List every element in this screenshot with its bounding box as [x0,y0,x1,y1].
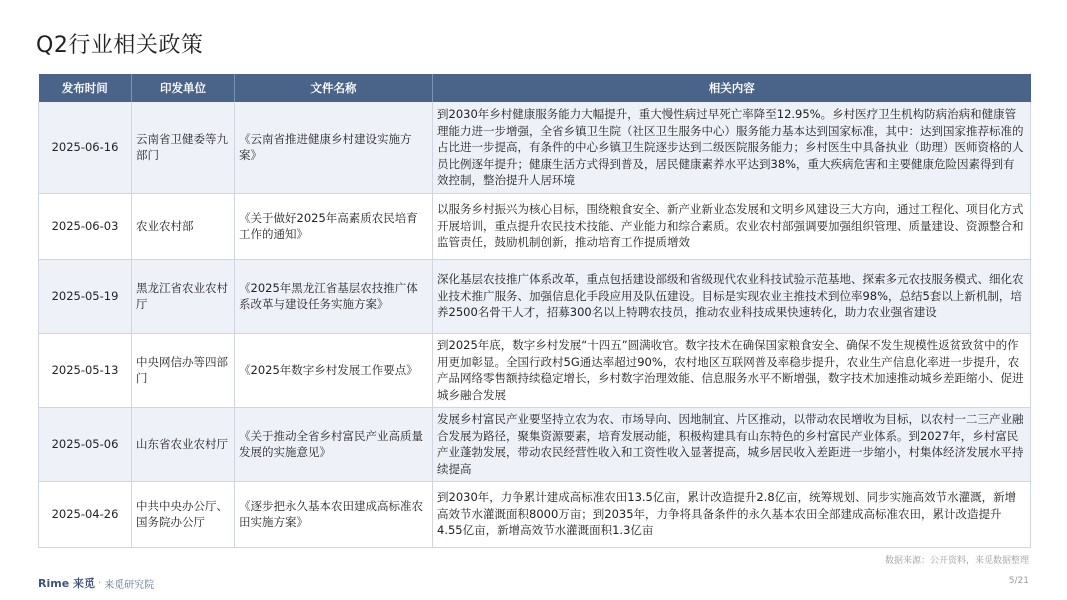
cell-document: 《关于做好2025年高素质农民培育工作的通知》 [235,193,433,259]
table-row [39,333,1031,407]
cell-issuer: 农业农村部 [132,193,235,259]
cell-issuer: 山东省农业农村厅 [132,407,235,481]
header-issuer: 印发单位 [132,74,235,102]
cell-content: 深化基层农技推广体系改革，重点包括建设部级和省级现代农业科技试验示范基地、探索多元农技服务模式、细化农业技术推广服务、加强信息化手段应用及队伍建设。目标是实现农业主推技术到位率98%，总结5套以上新机制，培养2500名骨干人才，招募300名以上特聘农技员，推动农业科技成果快速转化，助力农业强省建设 [433,259,1031,333]
table-row [39,259,1031,333]
header-document: 文件名称 [235,74,433,102]
cell-content: 到2025年底，数字乡村发展“十四五”圆满收官。数字技术在确保国家粮食安全、确保不发生规模性返贫致贫中的作用更加彰显。全国行政村5G通达率超过90%，农村地区互联网普及率稳步提升，农业生产信息化率进一步提升，农产品网络零售额持续稳定增长，乡村数字治理效能、信息服务水平不断增强，数字技术加速推动城乡差距缩小、促进城乡融合发展 [433,333,1031,407]
cell-document: 《云南省推进健康乡村建设实施方案》 [235,102,433,193]
cell-content: 到2030年，力争累计建成高标准农田13.5亿亩，累计改造提升2.8亿亩，统筹规划、同步实施高效节水灌溉，新增高效节水灌溉面积8000万亩；到2035年，力争将具备条件的永久基本农田全部建成高标准农田，累计改造提升4.55亿亩，新增高效节水灌溉面积1.3亿亩 [433,481,1031,547]
table-row [39,102,1031,193]
cell-date: 2025-05-13 [39,333,132,407]
page-number: 5/21 [1008,576,1029,586]
cell-issuer: 云南省卫健委等九部门 [132,102,235,193]
institute-name: 来觅研究院 [104,579,155,591]
cell-document: 《2025年黑龙江省基层农技推广体系改革与建设任务实施方案》 [235,259,433,333]
cell-document: 《2025年数字乡村发展工作要点》 [235,333,433,407]
cell-document: 《关于推动全省乡村富民产业高质量发展的实施意见》 [235,407,433,481]
cell-issuer: 黑龙江省农业农村厅 [132,259,235,333]
cell-content: 发展乡村富民产业要坚持立农为农、市场导向、因地制宜、片区推动，以带动农民增收为目标，以农村一二三产业融合发展为路径，聚集资源要素，培育发展动能，积极构建具有山东特色的乡村富民产业体系。到2027年，乡村富民产业蓬勃发展，带动农民经营性收入和工资性收入显著提高，城乡居民收入差距进一步缩小，村集体经济发展水平持续提高 [433,407,1031,481]
brand-separator: · [98,577,102,589]
cell-issuer: 中共中央办公厅、国务院办公厅 [132,481,235,547]
table-row [39,481,1031,547]
table-header-row [39,74,1031,102]
cell-content: 以服务乡村振兴为核心目标，围绕粮食安全、新产业新业态发展和文明乡风建设三大方向，通过工程化、项目化方式开展培训，重点提升农民技术技能、产业能力和综合素质。农业农村部强调要加强组织管理、质量建设、资源整合和监管责任，鼓励机制创新，推动培育工作提质增效 [433,193,1031,259]
cell-date: 2025-06-16 [39,102,132,193]
cell-issuer: 中央网信办等四部门 [132,333,235,407]
table-row [39,407,1031,481]
cell-date: 2025-04-26 [39,481,132,547]
header-date: 发布时间 [39,74,132,102]
table-row [39,193,1031,259]
cell-date: 2025-06-03 [39,193,132,259]
cell-content: 到2030年乡村健康服务能力大幅提升，重大慢性病过早死亡率降至12.95%。乡村医疗卫生机构防病治病和健康管理能力进一步增强，全省乡镇卫生院（社区卫生服务中心）服务能力基本达到国家标准，其中：达到国家推荐标准的占比进一步提高，有条件的中心乡镇卫生院逐步达到二级医院服务能力；乡村医生中具备执业（助理）医师资格的人员比例逐年提升；健康生活方式得到普及，居民健康素养水平达到38%，重大疾病危害和主要健康危险因素得到有效控制，整治提升人居环境 [433,102,1031,193]
brand-logo [38,575,154,591]
cell-document: 《逐步把永久基本农田建成高标准农田实施方案》 [235,481,433,547]
cell-date: 2025-05-06 [39,407,132,481]
page-title: Q2行业相关政策 [36,33,204,58]
brand-name: Rime 来觅 [38,577,95,590]
data-source-note: 数据来源：公开资料，来觅数据整理 [884,556,1029,566]
header-content: 相关内容 [433,74,1031,102]
policy-table [38,74,1031,548]
cell-date: 2025-05-19 [39,259,132,333]
